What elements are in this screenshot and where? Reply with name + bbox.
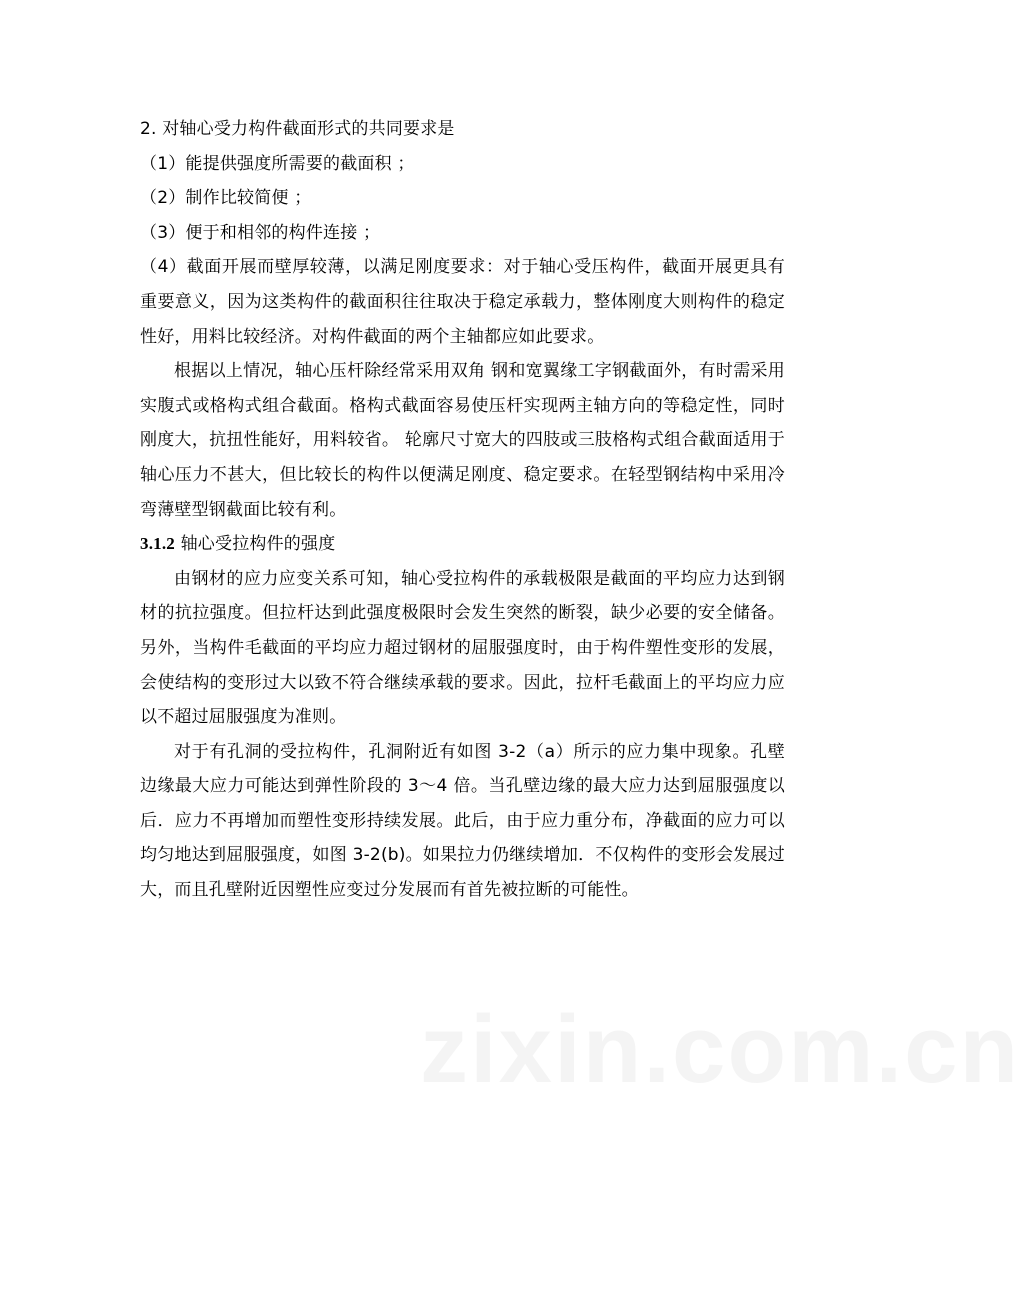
section-title: 轴心受拉构件的强度 [175, 534, 336, 555]
paragraph-requirements-intro: 2. 对轴心受力构件截面形式的共同要求是 [140, 119, 455, 139]
paragraph-holes-stress: 对于有孔洞的受拉构件，孔洞附近有如图 3-2（a）所示的应力集中现象。孔壁边缘最大应力可能达到弹性阶段的 3～4 倍。当孔壁边缘的最大应力达到屈服强度以后．应力不再增加而塑性变形持续发展。此后，由于应力重分布，净截面的应力可以均匀地达到屈服强度，如图 3-2(b)。如果拉力仍继续增加．不仅构件的变形会发展过大，而且孔壁附近因塑性应变过分发展而有首先被拉断的可能性。 [140, 741, 785, 901]
paragraph-tension-strength: 由钢材的应力应变关系可知，轴心受拉构件的承载极限是截面的平均应力达到钢材的抗拉强度。但拉杆达到此强度极限时会发生突然的断裂，缺少必要的安全储备。另外，当构件毛截面的平均应力超过钢材的屈服强度时，由于构件塑性变形的发展，会使结构的变形过大以致不符合继续承载的要求。因此，拉杆毛截面上的平均应力应以不超过屈服强度为准则。 [140, 568, 785, 728]
list-item-1: （1）能提供强度所需要的截面积 ； [140, 153, 415, 174]
list-item-4: （4）截面开展而壁厚较薄，以满足刚度要求：对于轴心受压构件，截面开展更具有重要意义，因为这类构件的截面积往往取决于稳定承载力，整体刚度大则构件的稳定性好，用料比较经济。对构件截面的两个主轴都应如此要求。 [140, 257, 785, 347]
document-body [140, 112, 785, 908]
watermark-text: zixin.com.cn [420, 996, 1020, 1103]
section-heading [140, 527, 785, 562]
list-item-3: （3）便于和相邻的构件连接 ； [140, 222, 381, 243]
paragraph-section-forms: 根据以上情况，轴心压杆除经常采用双角 钢和宽翼缘工字钢截面外，有时需采用实腹式或格构式组合截面。格构式截面容易使压杆实现两主轴方向的等稳定性，同时刚度大，抗扭性能好，用料较省。 轮廓尺寸宽大的四肢或三肢格构式组合截面适用于轴心压力不甚大，但比较长的构件以便满足刚度、稳定要求。在轻型钢结构中采用冷弯薄壁型钢截面比较有利。 [140, 361, 785, 520]
list-item-2: （2）制作比较简便 ； [140, 188, 312, 209]
section-number: 3.1.2 [140, 534, 175, 554]
